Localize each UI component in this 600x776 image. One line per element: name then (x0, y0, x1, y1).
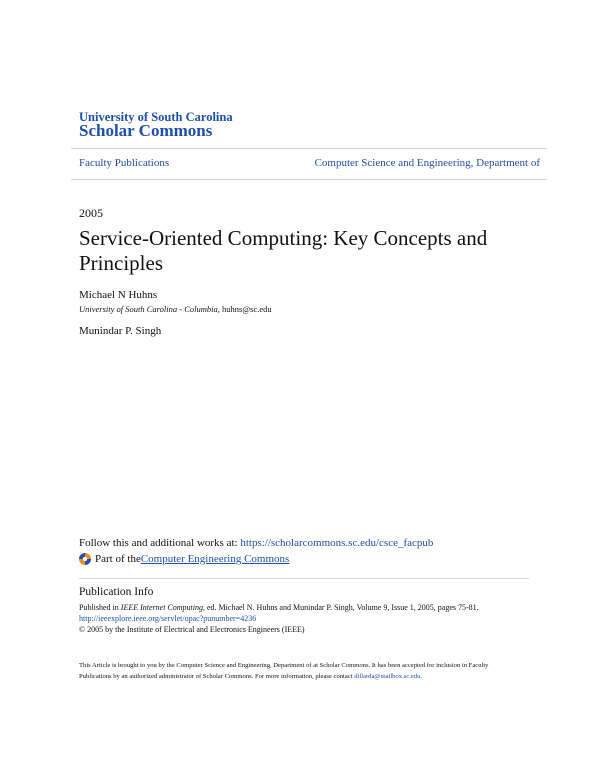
repository-name[interactable]: Scholar Commons (79, 121, 213, 140)
author-1-email[interactable]: huhns@sc.edu (222, 304, 272, 314)
author-1-affiliation (79, 304, 272, 314)
publication-info-heading: Publication Info (79, 586, 154, 598)
disclaimer-end: . (420, 673, 423, 680)
disclaimer-body: This Article is brought to you by the Computer Science and Engineering, Department of at Scholar Commons. It has been accepted for inclusion in Faculty Publications by an authorized administrator of Scholar Commons. For more information, please contact (79, 662, 489, 680)
published-prefix: Published in (79, 603, 121, 612)
journal-name: IEEE Internet Computing (120, 603, 203, 612)
department-link[interactable]: Computer Science and Engineering, Department of (314, 157, 540, 169)
follow-prefix: Follow this and additional works at: (79, 537, 241, 549)
collection-url-link[interactable]: https://scholarcommons.sc.edu/csce_facpub (240, 537, 434, 549)
contact-email-link[interactable]: dillarda@mailbox.sc.edu (354, 673, 421, 680)
computer-engineering-commons-link[interactable]: Computer Engineering Commons (140, 553, 290, 565)
part-of-line (79, 553, 289, 565)
published-suffix: , ed. Michael N. Huhns and Munindar P. Singh, Volume 9, Issue 1, 2005, pages 75-81. (203, 603, 479, 612)
author-1-name: Michael N Huhns (79, 289, 158, 301)
follow-line (79, 537, 433, 549)
affiliation-separator: , (217, 304, 223, 314)
bepress-commons-icon (79, 553, 91, 565)
partof-prefix: Part of the (95, 553, 141, 565)
pubinfo-divider (79, 578, 529, 579)
author-2-name: Munindar P. Singh (79, 325, 162, 337)
publication-citation (79, 603, 479, 612)
copyright-notice: © 2005 by the Institute of Electrical and Electronics Engineers (IEEE) (79, 625, 305, 634)
university-name[interactable]: University of South Carolina (79, 110, 233, 124)
article-title: Service-Oriented Computing: Key Concepts and Principles (79, 226, 488, 275)
nav-divider (71, 179, 547, 180)
faculty-publications-link[interactable]: Faculty Publications (79, 157, 170, 169)
publication-year: 2005 (79, 206, 103, 220)
ieee-link[interactable]: http://ieeexplore.ieee.org/servlet/opac?punumber=4236 (79, 614, 257, 623)
header-divider (71, 148, 547, 149)
disclaimer-text (79, 660, 519, 682)
affiliation-text: University of South Carolina - Columbia (79, 304, 218, 314)
